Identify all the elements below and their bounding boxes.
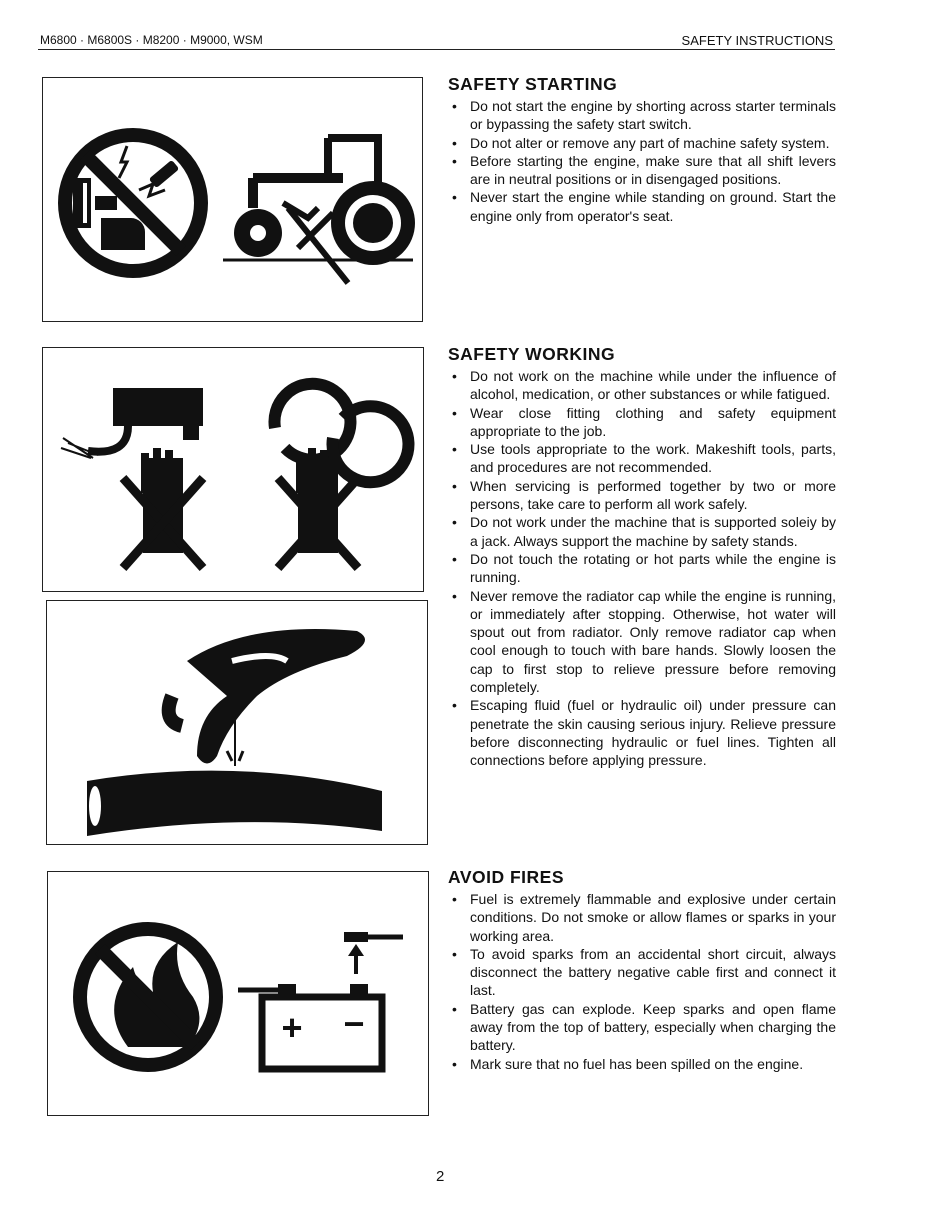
list-item: • Wear close fitting clothing and safety equipment appropriate to the job. (448, 404, 836, 441)
list-item: • When servicing is performed together by two or more persons, take care to perform all work safely. (448, 477, 836, 514)
machine-with-wire-icon (61, 388, 203, 458)
list-item: • Mark sure that no fuel has been spilled on the engine. (448, 1055, 836, 1073)
battery-minus-label: − (343, 1003, 365, 1044)
hose-icon (87, 771, 382, 836)
prohibition-shorting-icon (65, 135, 201, 271)
list-item: • Do not touch the rotating or hot parts while the engine is running. (448, 550, 836, 587)
section-title: SAFETY WORKING (448, 344, 616, 364)
list-item: • Do not start the engine by shorting across starter terminals or bypassing the safety start switch. (448, 97, 836, 134)
list-item: • Fuel is extremely flammable and explosive under certain conditions. Do not smoke or allow flames or sparks in your working area. (448, 890, 836, 945)
disconnected-cable-icon (344, 932, 403, 974)
list-item: • Do not alter or remove any part of machine safety system. (448, 134, 836, 152)
battery-plus-label: + (281, 1007, 303, 1048)
section-safety-working (448, 344, 836, 770)
list-item: • Battery gas can explode. Keep sparks and open flame away from the top of battery, especially when charging the battery. (448, 1000, 836, 1055)
page-number: 2 (436, 1168, 445, 1185)
header-rule (38, 49, 835, 50)
list-item: • Escaping fluid (fuel or hydraulic oil) under pressure can penetrate the skin causing serious injury. Relieve pressure before disconnecting hydraulic or fuel lines. Tighten all connections before applying pressure. (448, 696, 836, 769)
battery-icon (238, 984, 382, 1069)
section-title: SAFETY STARTING (448, 74, 618, 94)
list-item: • Use tools appropriate to the work. Makeshift tools, parts, and procedures are not recommended. (448, 440, 836, 477)
section-avoid-fires (448, 867, 836, 1073)
figure-pressure-fluid (46, 600, 428, 845)
list-item: • Never start the engine while standing on ground. Start the engine only from operator's seat. (448, 188, 836, 225)
tractor-runover-icon (223, 138, 415, 283)
header-section-title: SAFETY INSTRUCTIONS (681, 33, 833, 48)
header-models: M6800 · M6800S · M8200 · M9000, WSM (40, 33, 263, 47)
list-item: • Never remove the radiator cap while the engine is running, or immediately after stopping. Otherwise, hot water will spout out from radiator. Only remove radiator cap when cool enough to touch with bare hands. Slowly loosen the cap to first stop to relieve pressure before removing completely. (448, 587, 836, 697)
list-item: • Before starting the engine, make sure that all shift levers are in neutral positions or in disengaged positions. (448, 152, 836, 189)
rotating-arrow-icon (274, 384, 408, 482)
list-item: • To avoid sparks from an accidental short circuit, always disconnect the battery negative cable first and connect it last. (448, 945, 836, 1000)
section-title: AVOID FIRES (448, 867, 565, 887)
prohibition-flame-icon (80, 929, 216, 1065)
bullet-list (448, 367, 836, 770)
figure-fire-battery (47, 871, 429, 1116)
prohibited-hand-icon (123, 448, 203, 568)
list-item: • Do not work under the machine that is supported soleiy by a jack. Always support the machine by safety stands. (448, 513, 836, 550)
hand-icon (169, 629, 365, 764)
bullet-list (448, 890, 836, 1073)
list-item: • Do not work on the machine while under the influence of alcohol, medication, or other substances or while fatigued. (448, 367, 836, 404)
section-safety-starting (448, 74, 836, 225)
bullet-list (448, 97, 836, 225)
figure-starting (42, 77, 423, 322)
figure-rotating-parts (42, 347, 424, 592)
